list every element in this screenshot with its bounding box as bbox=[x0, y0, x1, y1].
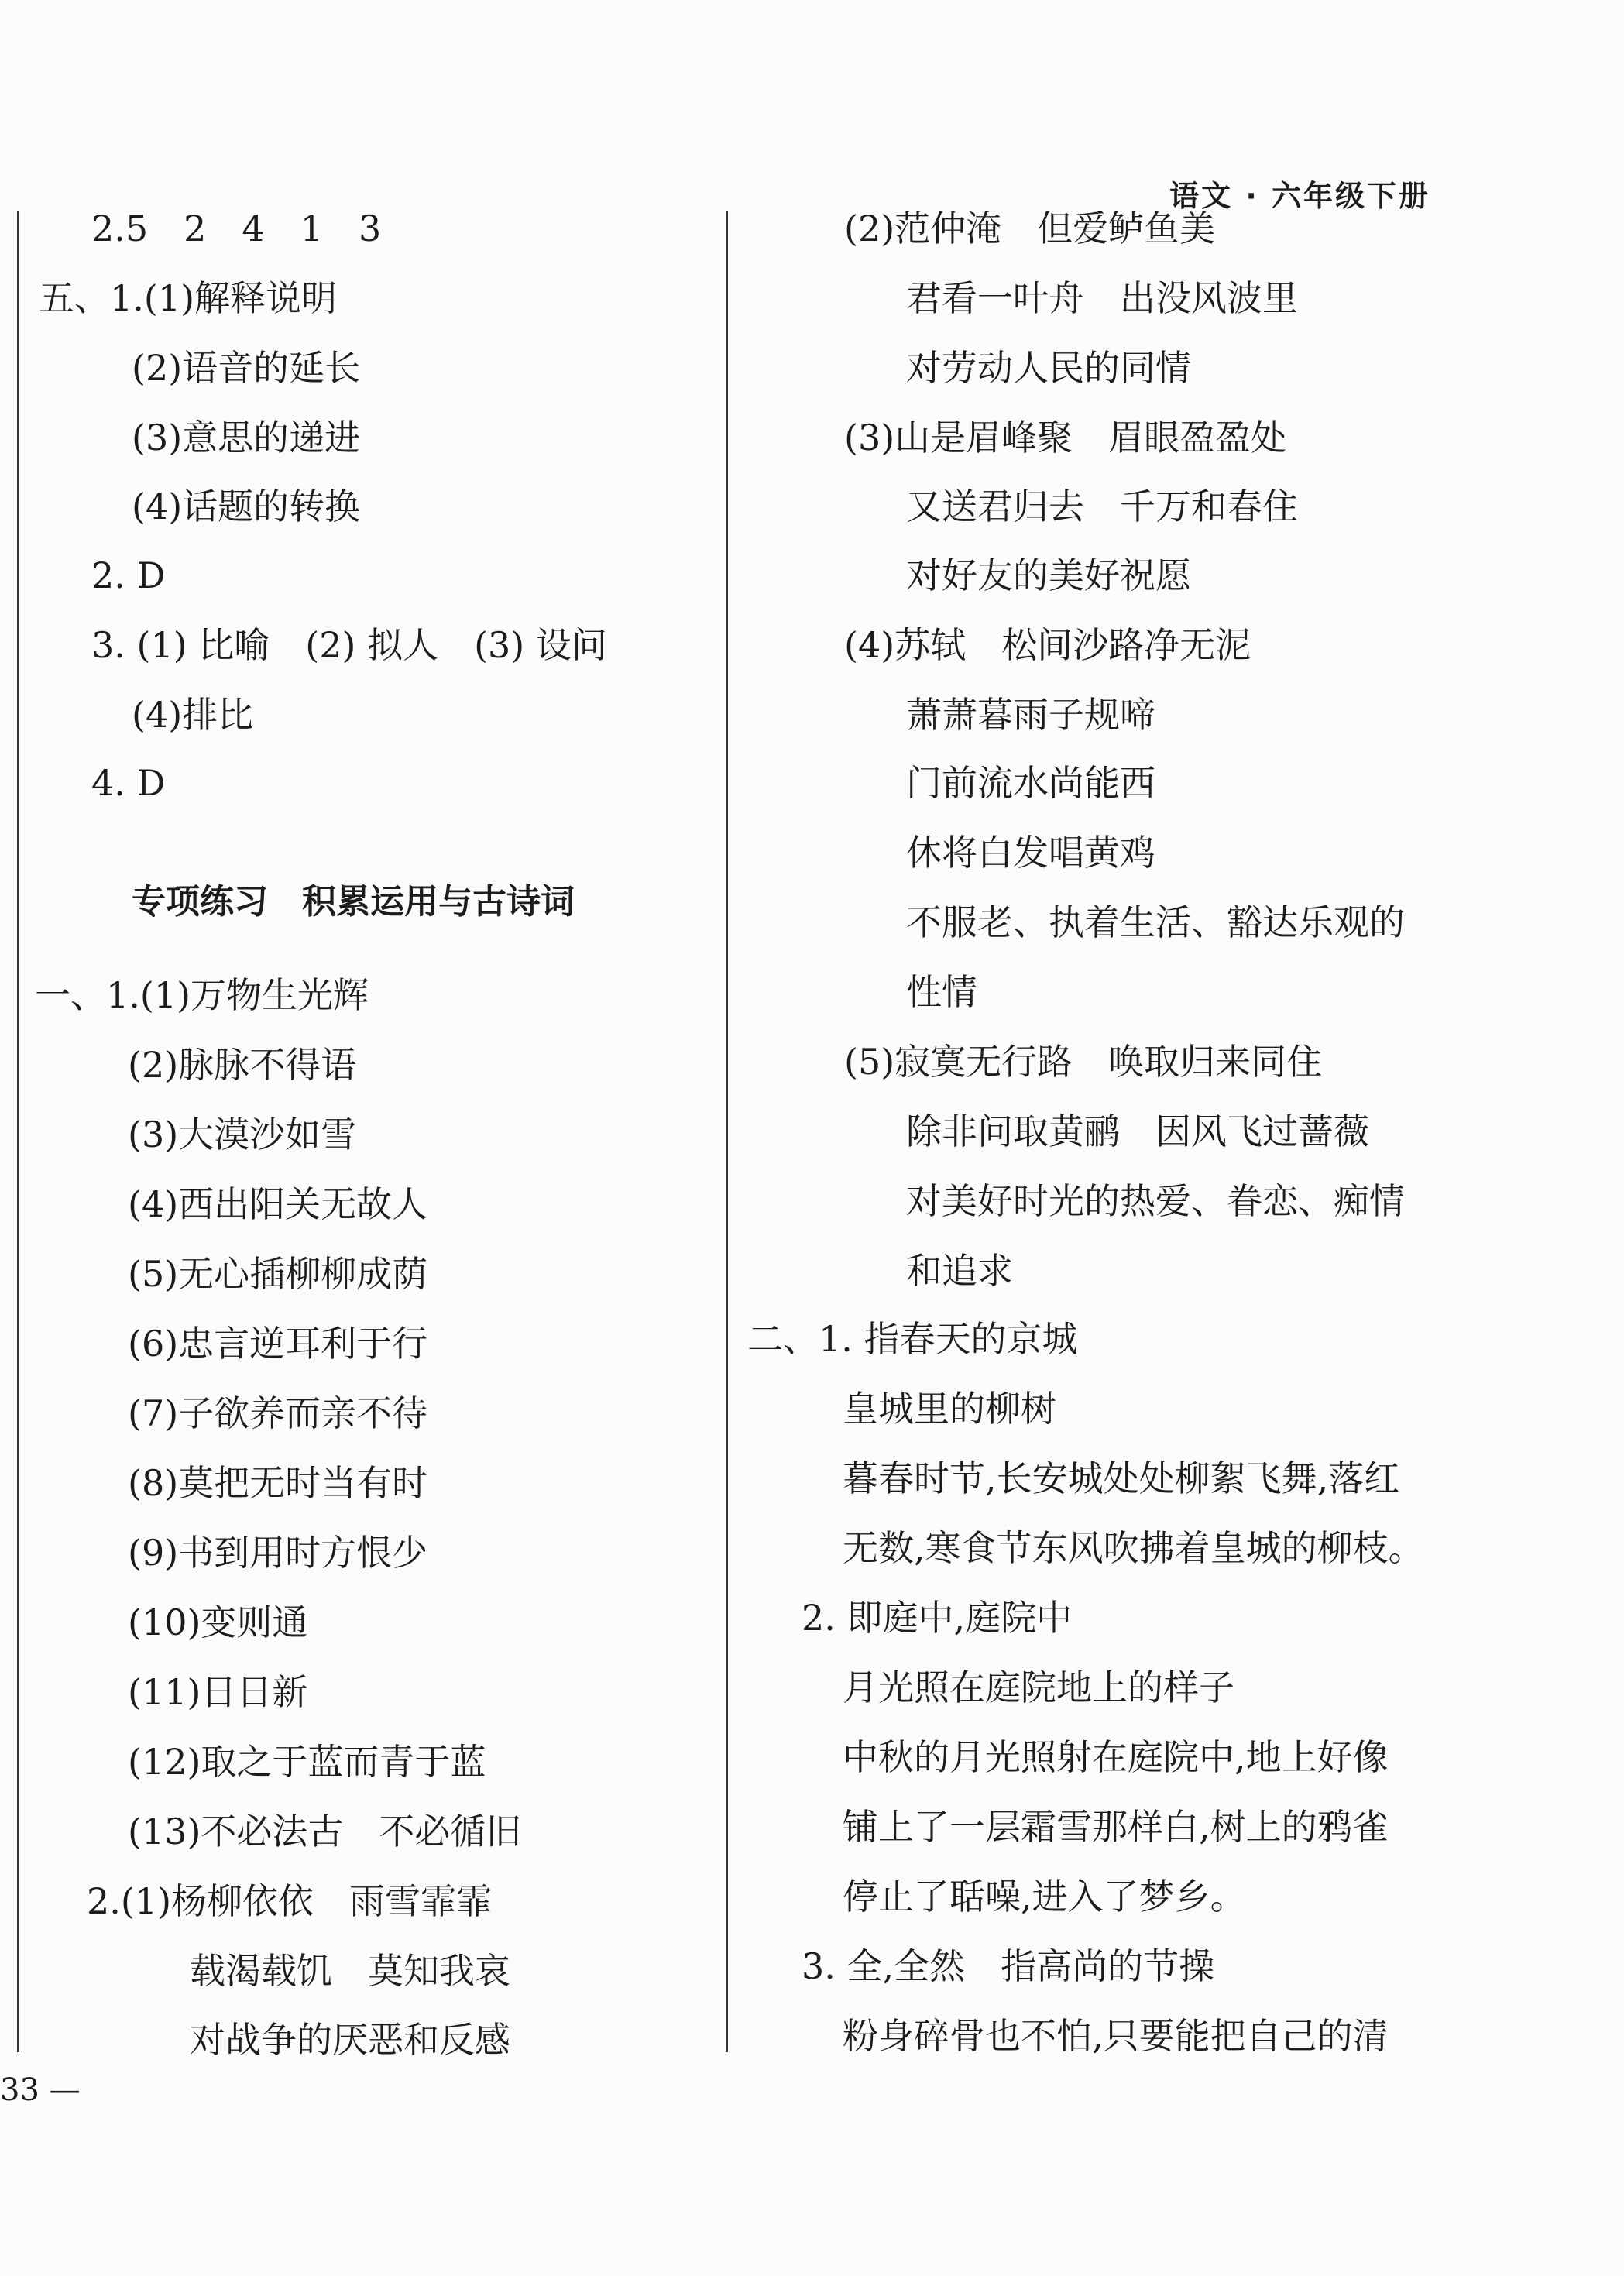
answer-line: 铺上了一层霜雪那样白,树上的鸦雀 bbox=[843, 1806, 1389, 1848]
answer-line: 2.(1)杨柳依依 雨雪霏霏 bbox=[87, 1880, 493, 1922]
answer-line: 又送君归去 千万和春住 bbox=[906, 486, 1298, 527]
page-header-title: 语文 · 六年级下册 bbox=[1169, 179, 1430, 213]
answer-line: 停止了聒噪,进入了梦乡。 bbox=[843, 1876, 1246, 1917]
answer-line: (7)子欲养而亲不待 bbox=[128, 1392, 428, 1434]
answer-line: 3. (1) 比喻 (2) 拟人 (3) 设问 bbox=[91, 624, 607, 666]
answer-line: (6)忠言逆耳利于行 bbox=[128, 1323, 428, 1365]
answer-line: (13)不必法古 不必循旧 bbox=[128, 1811, 522, 1852]
answer-line: (8)莫把无时当有时 bbox=[128, 1462, 428, 1504]
answer-line: 3. 全,全然 指高尚的节操 bbox=[802, 1945, 1215, 1987]
answer-line: 门前流水尚能西 bbox=[906, 762, 1155, 804]
answer-line: 君看一叶舟 出没风波里 bbox=[906, 277, 1298, 319]
answer-line: 4. D bbox=[91, 762, 166, 804]
answer-line: 暮春时节,长安城处处柳絮飞舞,落红 bbox=[843, 1457, 1400, 1499]
answer-line: 2. D bbox=[91, 554, 166, 596]
answer-line: 无数,寒食节东风吹拂着皇城的柳枝。 bbox=[843, 1527, 1424, 1569]
page-number: 33 — bbox=[0, 2072, 81, 2108]
answer-line: (3)意思的递进 bbox=[132, 417, 361, 458]
answer-line: 萧萧暮雨子规啼 bbox=[906, 694, 1155, 736]
answer-line: (5)寂寞无行路 唤取归来同住 bbox=[844, 1041, 1323, 1083]
section-heading: 专项练习 积累运用与古诗词 bbox=[132, 882, 575, 922]
answer-line: (10)变则通 bbox=[128, 1601, 308, 1643]
answer-line: (3)大漠沙如雪 bbox=[128, 1114, 357, 1155]
answer-line: (3)山是眉峰聚 眉眼盈盈处 bbox=[844, 417, 1287, 458]
answer-line: 对战争的厌恶和反感 bbox=[190, 2019, 510, 2061]
answer-line: 皇城里的柳树 bbox=[843, 1388, 1056, 1430]
answer-line: 二、1. 指春天的京城 bbox=[747, 1318, 1078, 1360]
answer-line: 和追求 bbox=[906, 1250, 1013, 1292]
answer-line: (11)日日新 bbox=[128, 1671, 308, 1713]
answer-line: (12)取之于蓝而青于蓝 bbox=[128, 1741, 486, 1783]
answer-line: 性情 bbox=[906, 971, 977, 1013]
answer-line: 对好友的美好祝愿 bbox=[906, 554, 1191, 596]
answer-line: 中秋的月光照射在庭院中,地上好像 bbox=[843, 1736, 1389, 1778]
answer-line: 载渴载饥 莫知我哀 bbox=[190, 1950, 510, 1992]
answer-line: (4)苏轼 松间沙路净无泥 bbox=[844, 624, 1251, 666]
answer-line: 对劳动人民的同情 bbox=[906, 347, 1191, 389]
answer-line: 一、1.(1)万物生光辉 bbox=[35, 974, 369, 1016]
answer-line: 对美好时光的热爱、眷恋、痴情 bbox=[906, 1180, 1405, 1222]
answer-line: 除非问取黄鹂 因风飞过蔷薇 bbox=[906, 1111, 1369, 1152]
answer-line: (2)脉脉不得语 bbox=[128, 1044, 357, 1086]
answer-line: (5)无心插柳柳成荫 bbox=[128, 1253, 428, 1295]
answer-line: 休将白发唱黄鸡 bbox=[906, 832, 1155, 874]
answer-line: 不服老、执着生活、豁达乐观的 bbox=[906, 901, 1405, 943]
answer-line: (4)排比 bbox=[132, 694, 254, 736]
answer-line: (4)话题的转换 bbox=[132, 486, 361, 527]
answer-line: 月光照在庭院地上的样子 bbox=[843, 1667, 1234, 1708]
column-divider-rule bbox=[726, 211, 728, 2052]
answer-line: (9)书到用时方恨少 bbox=[128, 1532, 428, 1574]
answer-line: 2.5 2 4 1 3 bbox=[91, 208, 382, 249]
answer-line: (4)西出阳关无故人 bbox=[128, 1183, 428, 1225]
left-margin-rule bbox=[17, 211, 19, 2052]
answer-line: (2)范仲淹 但爱鲈鱼美 bbox=[844, 208, 1216, 249]
answer-line: 2. 即庭中,庭院中 bbox=[802, 1597, 1073, 1639]
answer-line: (2)语音的延长 bbox=[132, 347, 361, 389]
answer-line: 粉身碎骨也不怕,只要能把自己的清 bbox=[843, 2015, 1389, 2057]
answer-line: 五、1.(1)解释说明 bbox=[39, 277, 338, 319]
